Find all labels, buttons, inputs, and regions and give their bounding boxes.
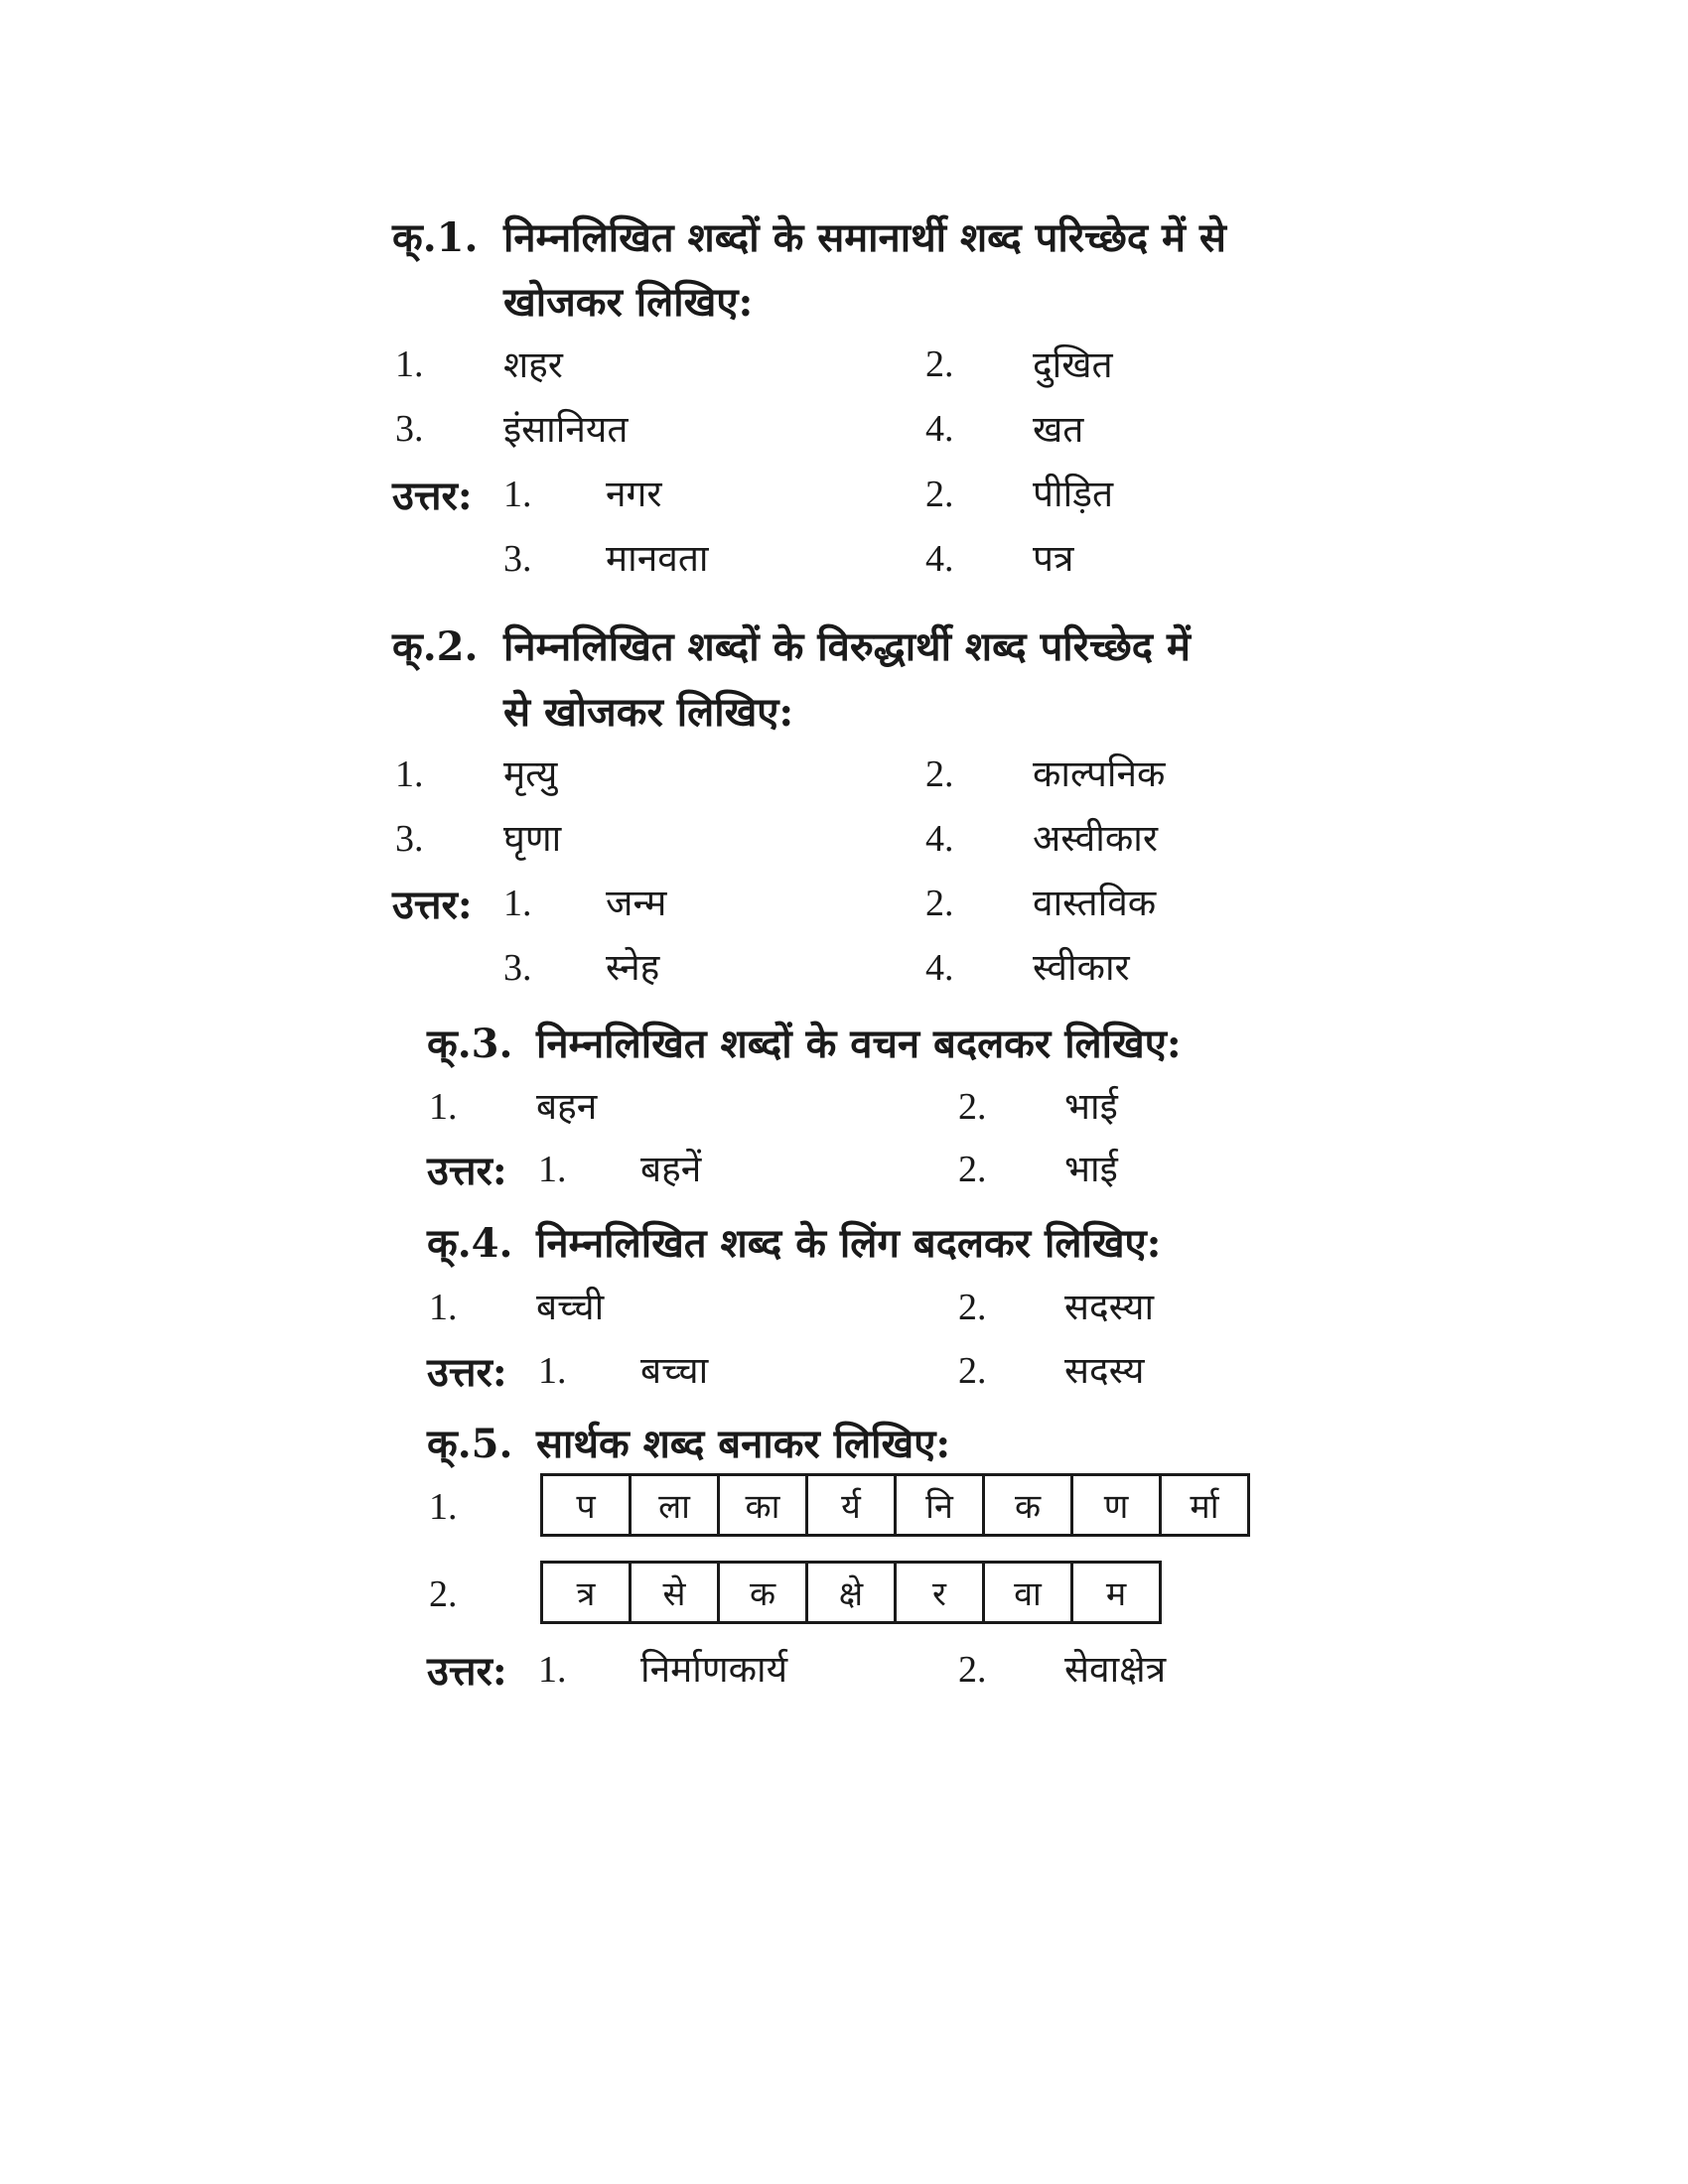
q1-item-4-word: खत (1033, 408, 1084, 451)
q1-answer-3-number: 3. (503, 538, 532, 580)
q4-answer-2-number: 2. (958, 1350, 987, 1392)
q1-number: क्.1. (392, 214, 479, 261)
q2-answer-3-number: 3. (503, 947, 532, 989)
q1-item-2-word: दुखित (1033, 343, 1113, 386)
letter-box: ण (1073, 1476, 1162, 1534)
q2-answer-4-word: स्वीकार (1033, 946, 1130, 989)
q1-item-1-number: 1. (395, 343, 424, 385)
letter-box: क (985, 1476, 1073, 1534)
letter-box: म (1105, 1574, 1127, 1614)
q4-item-1-number: 1. (429, 1287, 458, 1328)
q1-answer-2-word: पीड़ित (1033, 473, 1114, 515)
q5-row-2-letter-boxes (540, 1561, 1162, 1624)
letter-box: वा (985, 1564, 1073, 1621)
letter-box: से (632, 1564, 720, 1621)
q2-item-4-word: अस्वीकार (1033, 817, 1158, 860)
q5-answer-1-word: निर्माणकार्य (640, 1648, 788, 1691)
q3-question: निम्नलिखित शब्दों के वचन बदलकर लिखिए: (536, 1021, 1182, 1067)
q2-answer-4-number: 4. (925, 947, 954, 989)
q2-answer-3-word: स्नेह (606, 946, 660, 989)
q2-number: क्.2. (392, 623, 479, 670)
q1-answer-4-number: 4. (925, 538, 954, 580)
q2-item-2-number: 2. (925, 753, 954, 795)
q1-answer-1-number: 1. (503, 474, 532, 515)
letter-box: त्र (543, 1564, 632, 1621)
q1-answer-2-number: 2. (925, 474, 954, 515)
q1-answer-3-word: मानवता (606, 537, 709, 580)
q2-answer-1-word: जन्म (606, 882, 667, 924)
q5-row-2-number: 2. (429, 1573, 458, 1615)
letter-box: का (720, 1476, 808, 1534)
letter-box: क (720, 1564, 808, 1621)
q4-item-2-word: सदस्या (1064, 1286, 1155, 1328)
q3-item-1-number: 1. (429, 1086, 458, 1128)
q2-question-line2: से खोजकर लिखिए: (503, 689, 794, 736)
q4-question: निम्नलिखित शब्द के लिंग बदलकर लिखिए: (536, 1220, 1162, 1267)
q1-answer-1-word: नगर (606, 473, 662, 515)
letter-box: ला (632, 1476, 720, 1534)
q2-item-1-number: 1. (395, 753, 424, 795)
q2-answer-1-number: 1. (503, 883, 532, 924)
q4-item-2-number: 2. (958, 1287, 987, 1328)
q5-answer-label: उत्तर: (427, 1648, 507, 1695)
q1-question-line1: निम्नलिखित शब्दों के समानार्थी शब्द परिच्छेद में से (503, 214, 1226, 261)
q5-row-1-letter-boxes (540, 1473, 1250, 1537)
q2-answer-2-number: 2. (925, 883, 954, 924)
q2-item-4-number: 4. (925, 818, 954, 860)
q5-question: सार्थक शब्द बनाकर लिखिए: (536, 1421, 951, 1467)
q4-answer-1-word: बच्चा (640, 1349, 709, 1392)
q1-question-line2: खोजकर लिखिए: (503, 279, 754, 326)
q2-item-3-word: घृणा (503, 817, 562, 860)
q2-item-2-word: काल्पनिक (1033, 752, 1166, 795)
q3-item-2-word: भाई (1064, 1085, 1118, 1128)
q2-item-1-word: मृत्यु (503, 752, 558, 795)
q3-answer-label: उत्तर: (427, 1148, 507, 1194)
q3-item-2-number: 2. (958, 1086, 987, 1128)
q3-number: क्.3. (427, 1021, 513, 1067)
q5-number: क्.5. (427, 1421, 513, 1467)
q3-answer-1-word: बहनें (640, 1148, 702, 1190)
q3-item-1-word: बहन (536, 1085, 598, 1128)
q4-item-1-word: बच्ची (536, 1286, 605, 1328)
q2-answer-label: उत्तर: (392, 882, 473, 928)
q2-answer-2-word: वास्तविक (1033, 882, 1157, 924)
q5-answer-1-number: 1. (538, 1649, 567, 1691)
q5-row-1-number: 1. (429, 1486, 458, 1528)
q3-answer-1-number: 1. (538, 1149, 567, 1190)
q2-item-3-number: 3. (395, 818, 424, 860)
q1-item-4-number: 4. (925, 408, 954, 450)
letter-box: क्षे (808, 1564, 897, 1621)
letter-box: नि (897, 1476, 985, 1534)
letter-box: र्य (808, 1476, 897, 1534)
q4-answer-2-word: सदस्य (1064, 1349, 1145, 1392)
q2-question-line1: निम्नलिखित शब्दों के विरुद्धार्थी शब्द परिच्छेद में (503, 623, 1191, 670)
q1-item-3-number: 3. (395, 408, 424, 450)
q1-answer-label: उत्तर: (392, 473, 473, 519)
q1-answer-4-word: पत्र (1033, 537, 1074, 580)
q5-answer-2-word: सेवाक्षेत्र (1064, 1648, 1167, 1691)
q4-answer-label: उत्तर: (427, 1349, 507, 1396)
letter-box: र (897, 1564, 985, 1621)
q5-answer-2-number: 2. (958, 1649, 987, 1691)
q3-answer-2-word: भाई (1064, 1148, 1118, 1190)
q1-item-3-word: इंसानियत (503, 408, 629, 451)
q4-number: क्.4. (427, 1220, 513, 1267)
q3-answer-2-number: 2. (958, 1149, 987, 1190)
letter-box: र्मा (1190, 1487, 1219, 1527)
letter-box: प (543, 1476, 632, 1534)
q1-item-1-word: शहर (503, 343, 563, 386)
q1-item-2-number: 2. (925, 343, 954, 385)
q4-answer-1-number: 1. (538, 1350, 567, 1392)
